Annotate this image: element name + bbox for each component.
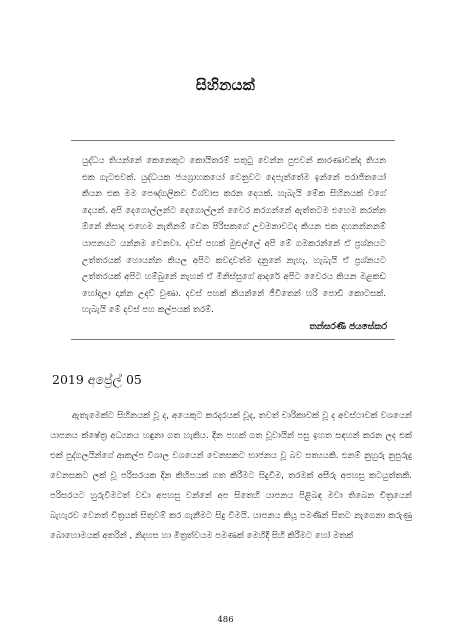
entry-date: 2019 අප්‍රේල් 05	[52, 372, 142, 387]
boxed-paragraph: යුද්ධය තියන්නේ කෙනෙකුට කොයිතරම් සතුටු වෙන්න පුළුවන් කාරණාවක්ද තියන එක ගැටළුවක්. යුද්ධයක ජයග්‍රාහකයෝ වෙනුවට දෙපැත්තේම ඉන්නේ පරාජිතයෝ කියන එක මම පෞද්ගලිකව විශ්වාස කරන දෙයක්. හැබැයි මේක සිහිනයක් වගේ දෙයක්. අපි දෙගොල්ලන්ට දෙගොල්ලන් වෛර කරගන්නේ ඇත්තටම එහෙම කරන්න ඕනේ නිසාද එහෙම නැතිනම් වෙන පිරිසකගේ උවමනාවටද කියන එක දහනන්නනම් යාපනයට යන්නම වෙනවා. දවස් පහක් මුළුල්ලේ අපි මේ ගමකරන්නේ ඒ ප්‍රශ්නයට උත්තරයක් හොයන්න කියල අපිට කවදාවත්ම දනුනේ නැහැ. හැබැයි ඒ ප්‍රශ්නයට උත්තරයක් අපිට හම්බුනේ නැහන් ඒ මිනිස්සුගේ ආදරේ අපිට වෛරය කියන මළකඩ හෝදලා දාන්න උදව් වුණා. දවස් පහක් කියන්නේ ජීවිතෙන් හරි පොඩි කොටසක්. හැබැයි මේ දවස් පහ කල්පයක් තරම්.	[82, 156, 386, 316]
author-signature: තන්සරණී ජයසේකර	[309, 322, 387, 332]
body-paragraph: ඇතැමෙක්ට සිහිනයක් වූ ද, අයෙකුට කරදරයක් වූද, තවත් චාරිකාවක් වූ ද අවස්ථාවක් වශයෙන් යාපනය ක්ෂේත්‍ර අධ්‍යනය හඳුනා ගත හැකිය. දින පහක් ගත වූවායින් පසු ඉහත සඳහන් කරන ලද එක් එක් පුද්ගලයින්ගේ ආකල්ප විශාල වශයෙන් වෙනසකට භාජනය වූ බව සත්‍යයකි. එනම් නුහුරු නුපුරුදු වෙනසකට ලක් වූ පරිසරයක දින කිහිපයක් ගත කිරීමට සිදුවීම, තරමක් අසීරු අපහසු කටයුත්තකි. පරිසරයට හුරුවීමටත් වඩා අපහසු වන්නේ අප සිතෙහි යාපනය පිළිබඳ මවා තිබෙන චිත්‍රයෙන් බැහැරව වෙනත් චිත්‍රයක් සිතුවම් කර ගැනීමට සිදු වීමයි. යාපනය කියූ පමණින් සිතට නැගෙනා කරුණු බොහොමයක් අතරින් , නිදහස හා මිත්‍රත්වයම පමණක් මෙහිදී සිහි කිරීමට හෝ මතක්	[50, 411, 412, 541]
chapter-title: සිහිනයක්	[195, 76, 256, 94]
page-number: 486	[217, 615, 234, 625]
